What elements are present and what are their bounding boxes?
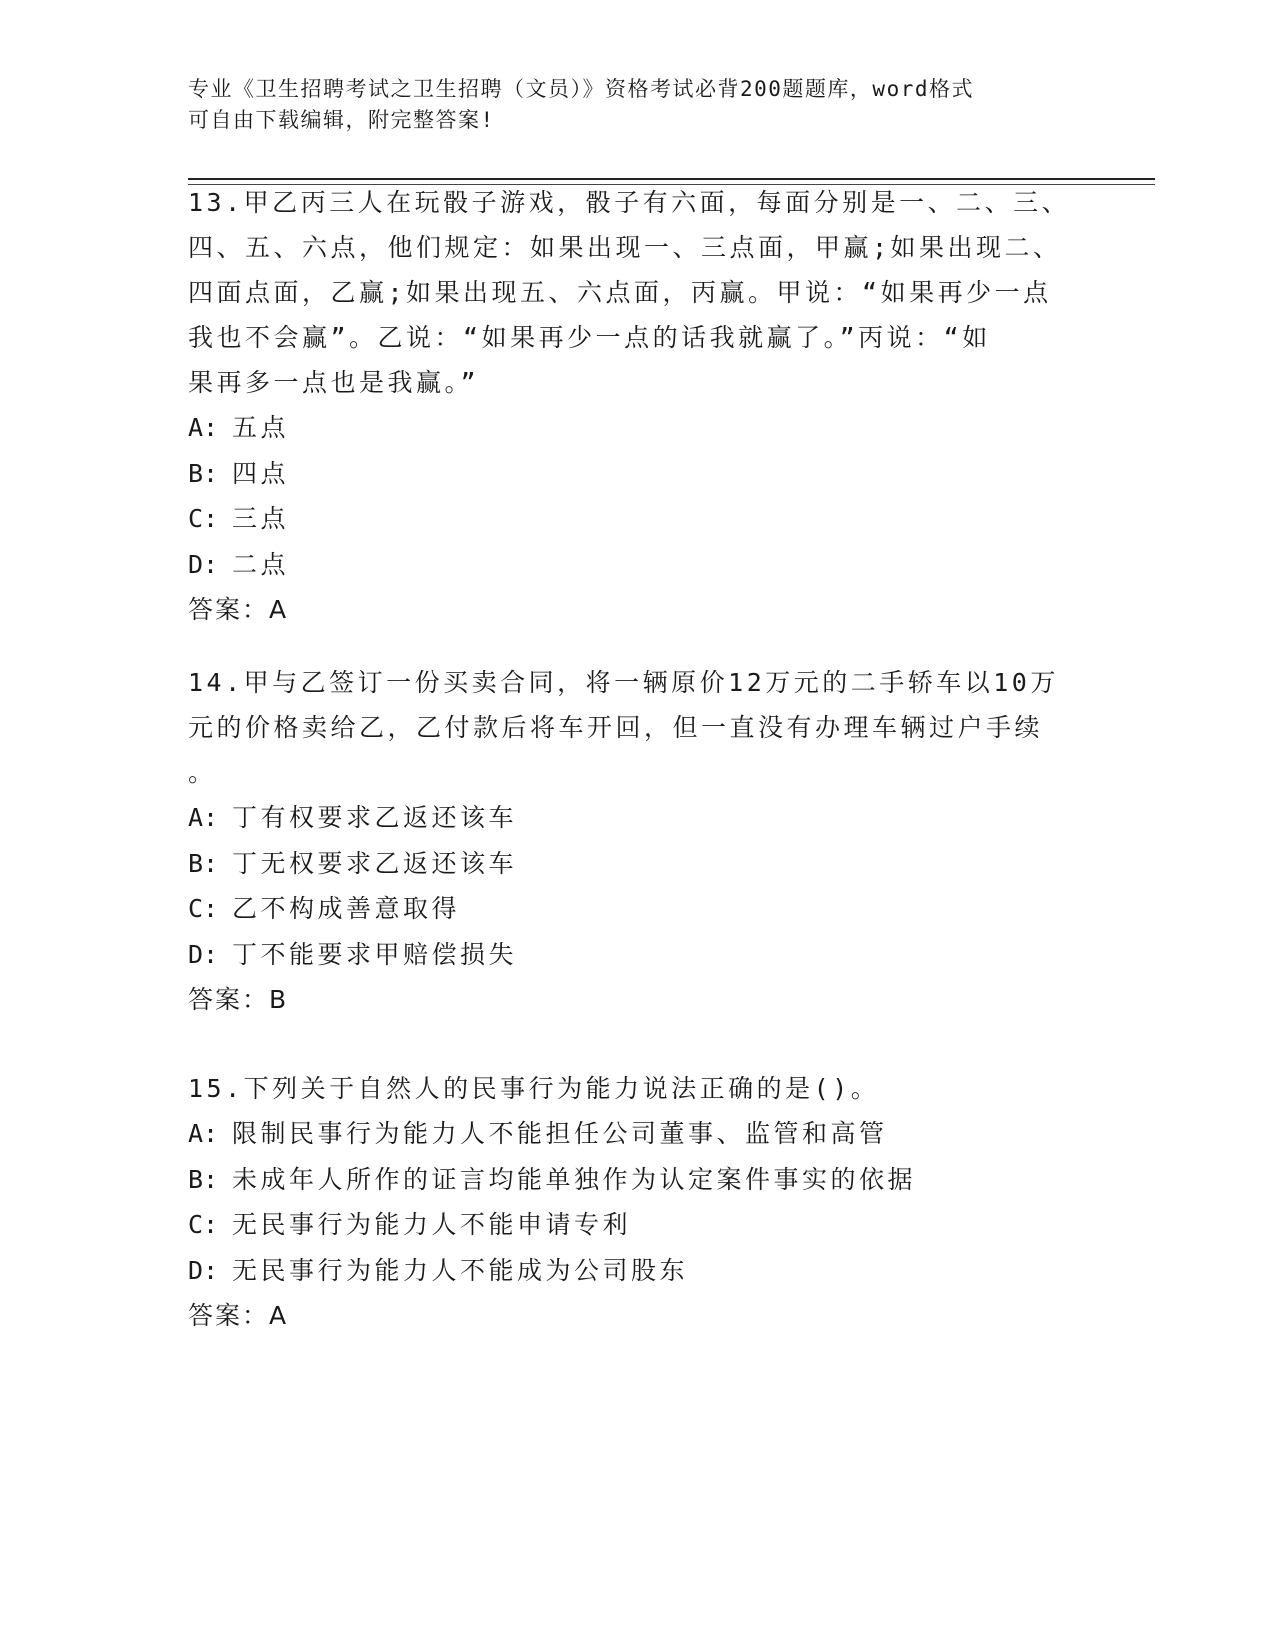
option-text: 未成年人所作的证言均能单独作为认定案件事实的依据	[232, 1164, 917, 1194]
option-d	[188, 932, 1068, 978]
option-c	[188, 886, 1068, 932]
question-stem-line: 14.甲与乙签订一份买卖合同，将一辆原价12万元的二手轿车以10万	[188, 668, 1059, 697]
question-stem-line: 元的价格卖给乙，乙付款后将车开回，但一直没有办理车辆过户手续	[188, 713, 1044, 742]
option-b	[188, 451, 1068, 497]
option-a	[188, 795, 1068, 841]
question-stem-line: 15.下列关于自然人的民事行为能力说法正确的是()。	[188, 1074, 880, 1103]
option-letter: B:	[188, 848, 219, 878]
option-text: 丁不能要求甲赔偿损失	[232, 939, 518, 969]
option-text: 二点	[232, 549, 290, 579]
option-letter: B:	[188, 458, 219, 488]
option-text: 无民事行为能力人不能成为公司股东	[232, 1255, 689, 1285]
answer-label: 答案：B	[188, 985, 289, 1014]
question-stem-line: 13.甲乙丙三人在玩骰子游戏，骰子有六面，每面分别是一、二、三、	[188, 188, 1071, 217]
answer-label: 答案：A	[188, 1301, 289, 1330]
header-line: 专业《卫生招聘考试之卫生招聘（文员）》资格考试必背200题题库，word格式	[188, 77, 974, 101]
question-stem-line: 我也不会赢”。乙说：“如果再少一点的话我就赢了。”丙说：“如	[188, 323, 991, 352]
option-text: 限制民事行为能力人不能担任公司董事、监管和高管	[232, 1119, 888, 1148]
header-line: 可自由下载编辑，附完整答案!	[188, 108, 495, 132]
option-letter: D:	[188, 1255, 219, 1285]
option-text: 三点	[232, 504, 290, 533]
question-stem-line: 四面点面，乙赢;如果出现五、六点面，丙赢。甲说：“如果再少一点	[188, 278, 1052, 307]
option-letter: D:	[188, 549, 219, 579]
document-header	[188, 74, 1068, 136]
option-letter: A:	[188, 413, 219, 442]
question-stem-line: 果再多一点也是我赢。”	[188, 368, 480, 397]
option-text: 四点	[232, 458, 290, 488]
option-letter: D:	[188, 939, 219, 969]
question-13	[188, 180, 1071, 632]
option-d	[188, 1248, 1068, 1294]
option-text: 五点	[232, 413, 290, 442]
option-d	[188, 542, 1068, 588]
question-stem-line: 。	[188, 758, 217, 787]
option-letter: C:	[188, 1210, 219, 1239]
option-letter: B:	[188, 1164, 219, 1194]
option-b	[188, 1157, 1068, 1203]
question-15	[188, 1066, 1068, 1338]
option-a	[188, 405, 1068, 451]
option-text: 丁有权要求乙返还该车	[232, 803, 518, 832]
option-letter: A:	[188, 1119, 219, 1148]
option-text: 丁无权要求乙返还该车	[232, 848, 518, 878]
option-text: 无民事行为能力人不能申请专利	[232, 1210, 632, 1239]
answer-label: 答案：A	[188, 595, 289, 624]
option-text: 乙不构成善意取得	[232, 894, 461, 923]
option-letter: A:	[188, 803, 219, 832]
option-c	[188, 496, 1068, 542]
question-14	[188, 660, 1068, 1022]
option-letter: C:	[188, 894, 219, 923]
option-b	[188, 841, 1068, 887]
question-stem-line: 四、五、六点，他们规定：如果出现一、三点面，甲赢;如果出现二、	[188, 233, 1062, 262]
option-a	[188, 1111, 1068, 1157]
option-letter: C:	[188, 504, 219, 533]
option-c	[188, 1202, 1068, 1248]
